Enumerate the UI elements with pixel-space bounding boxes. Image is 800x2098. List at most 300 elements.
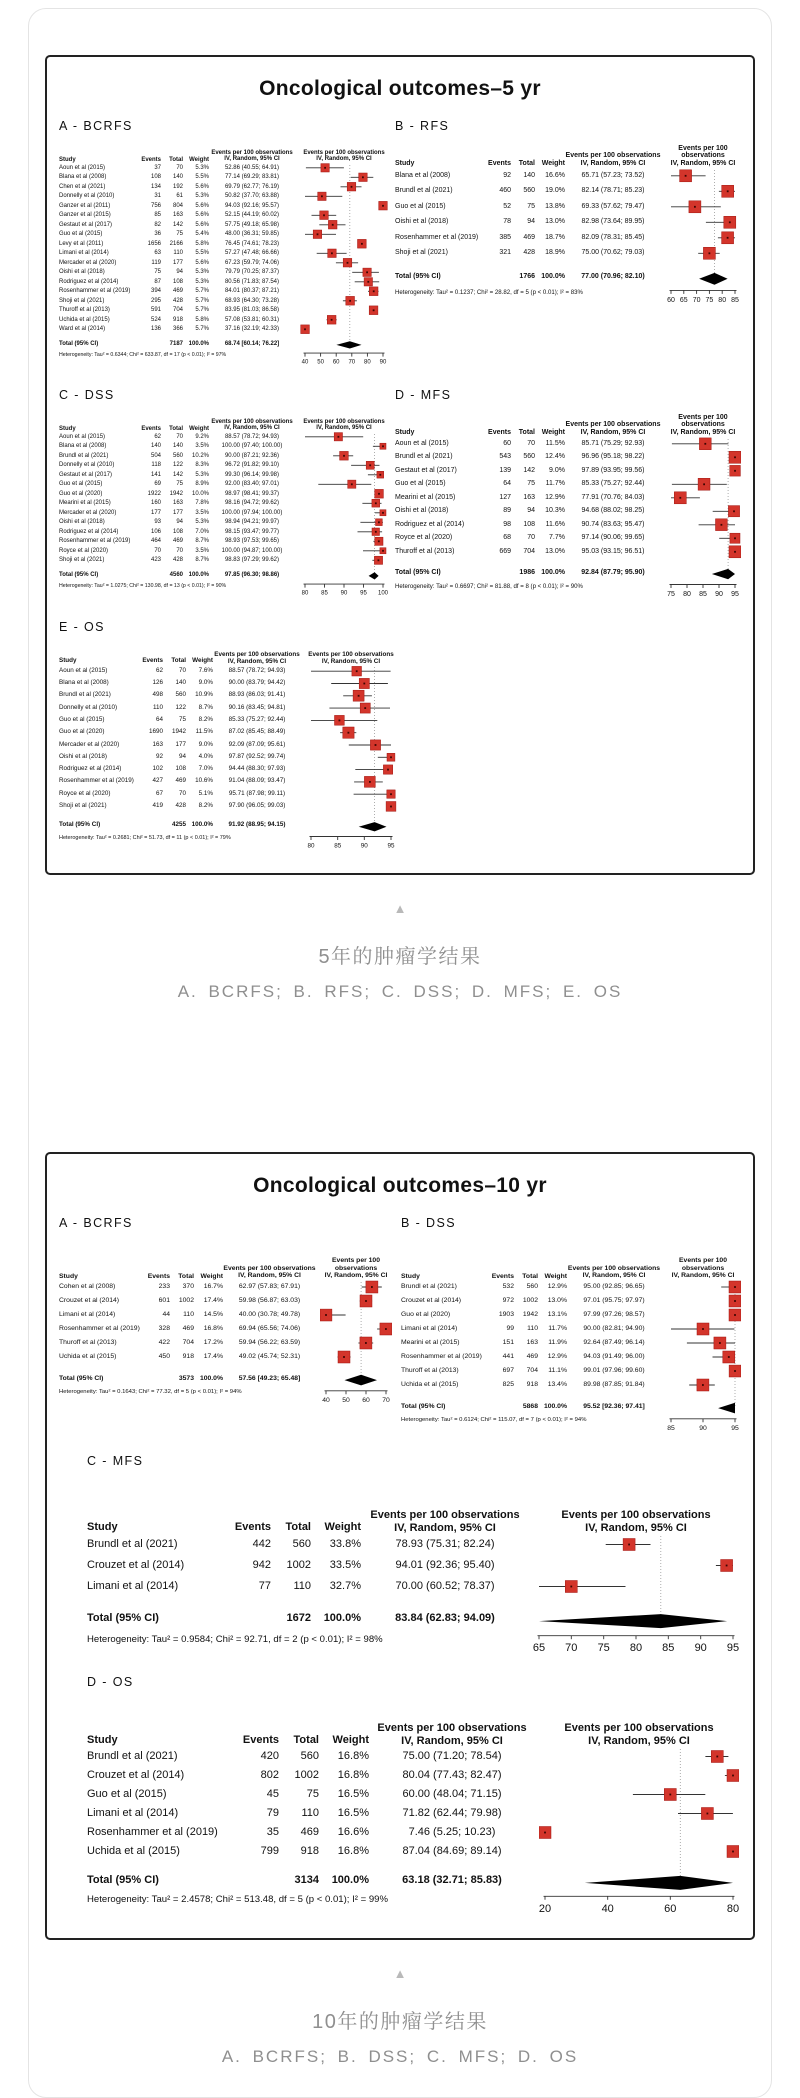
table-row: [395, 478, 661, 492]
cell-ci: 68.93 (64.30; 73.28): [224, 297, 280, 304]
point-estimate-dot: [704, 443, 706, 445]
table-row: [59, 1308, 316, 1322]
study-table: [395, 414, 661, 590]
cell-total-weight: 100.0%: [188, 571, 209, 578]
table-row: [59, 499, 295, 509]
cell-ci: 94.03 (92.16; 95.57): [224, 202, 280, 209]
cell-ci: 57.08 (53.81; 60.31): [224, 316, 280, 323]
cell-ci: 62.97 (57.83; 67.91): [238, 1283, 301, 1291]
col-header-ci: Events per 100 observations IV, Random, 95% CI: [211, 418, 293, 432]
heterogeneity-note: Heterogeneity: Tau² = 0.9584; Chi² = 92.71, df = 2 (p < 0.01); I² = 98%: [87, 1633, 383, 1645]
table-row: [395, 184, 661, 200]
col-header-events: Events: [488, 429, 511, 437]
cell-weight: 5.8%: [195, 240, 209, 247]
table-row: [59, 518, 295, 528]
cell-weight: 9.0%: [549, 466, 565, 474]
cell-study: Limani et al (2014): [87, 1806, 179, 1819]
cell-events: 321: [499, 249, 511, 257]
cell-ci: 80.04 (77.43; 82.47): [402, 1768, 502, 1781]
axis-tick-label: 40: [301, 359, 309, 366]
cell-study: Blana et al (2008): [59, 443, 107, 450]
cell-events: 108: [150, 174, 161, 181]
cell-study: Guo et al (2015): [59, 231, 103, 238]
cell-total-n: 3134: [294, 1874, 319, 1886]
point-estimate-dot: [729, 221, 731, 223]
cell-study: Shoji et al (2021): [59, 297, 105, 304]
point-estimate-dot: [716, 1756, 718, 1758]
point-estimate-dot: [367, 281, 369, 283]
cell-ci: 91.04 (88.09; 93.47): [228, 777, 286, 785]
table-row: [59, 763, 301, 775]
cell-study: Thuroff et al (2013): [59, 307, 110, 314]
caption-subtitle-10yr: A. BCRFS; B. DSS; C. MFS; D. OS: [221, 2047, 579, 2066]
cell-total: 560: [526, 1283, 538, 1291]
col-header-weight: Weight: [541, 429, 565, 437]
cell-total-n: 4255: [171, 821, 186, 829]
cell-weight: 13.1%: [547, 1311, 567, 1319]
figure-10yr-panels: [47, 1212, 753, 1922]
cell-study: Ward et al (2014): [59, 326, 106, 333]
table-row: [395, 246, 661, 262]
cell-events: 89: [503, 507, 511, 515]
col-header-events: Events: [141, 156, 161, 163]
axis-tick-label: 75: [705, 296, 714, 304]
cell-total: 560: [523, 187, 535, 195]
table-row: [401, 1322, 661, 1336]
cell-study: Uchida et al (2015): [401, 1381, 459, 1389]
table-row: [59, 230, 295, 240]
cell-events: 75: [154, 269, 161, 276]
cell-study: Thuroff et al (2013): [401, 1367, 459, 1375]
total-row: [59, 338, 295, 349]
cell-weight: 10.2%: [191, 452, 209, 459]
point-estimate-dot: [347, 262, 349, 264]
col-header-ci: Events per 100 observations IV, Random, 95% CI: [565, 152, 661, 168]
cell-study: Shoji et al (2021): [395, 249, 448, 257]
cell-events: 79: [266, 1806, 279, 1819]
cell-study: Guo et al (2015): [395, 202, 446, 210]
cell-events: 60: [503, 439, 511, 447]
cell-total: 469: [300, 1825, 319, 1838]
table-row: [59, 277, 295, 287]
point-estimate-dot: [734, 1286, 736, 1288]
cell-ci: 96.72 (91.82; 99.10): [224, 462, 280, 469]
cell-total: 192: [172, 183, 183, 190]
point-estimate-dot: [727, 190, 729, 192]
point-estimate-dot: [378, 559, 380, 561]
cell-events: 464: [150, 538, 161, 545]
table-row: [395, 505, 661, 519]
cell-ci: 40.00 (30.78; 49.78): [238, 1311, 301, 1319]
cell-total: 140: [175, 679, 186, 687]
cell-study: Rosenhammer et al (2019): [87, 1825, 218, 1838]
cell-study: Guo et al (2020): [401, 1311, 451, 1319]
cell-weight: 32.7%: [329, 1579, 361, 1592]
col-header-weight: Weight: [541, 160, 565, 168]
cell-study: Thuroff et al (2013): [59, 1339, 117, 1347]
point-estimate-dot: [734, 551, 736, 553]
point-estimate-dot: [378, 540, 380, 542]
table-row: [59, 1322, 316, 1336]
forest-plot-svg: [533, 1534, 739, 1655]
cell-total: 366: [172, 326, 183, 333]
cell-weight: 8.2%: [198, 715, 213, 723]
cell-weight: 8.3%: [195, 462, 209, 469]
forest-plot-svg: [320, 1280, 392, 1406]
cell-total: 142: [523, 466, 535, 474]
figure-title-5yr: Oncological outcomes–5 yr: [259, 77, 541, 100]
cell-total: 469: [172, 538, 183, 545]
cell-ci: 90.00 (82.81; 94.90): [583, 1325, 645, 1333]
cell-events: 37: [154, 164, 161, 171]
cell-weight: 18.9%: [545, 249, 565, 257]
cell-ci: 95.03 (93.15; 96.51): [581, 547, 645, 555]
cell-study: Uchida et al (2015): [59, 316, 110, 323]
point-estimate-dot: [366, 271, 368, 273]
cell-study: Rodriguez et al (2014): [59, 765, 122, 773]
cell-study: Rosenhammer et al (2019): [59, 1325, 140, 1333]
study-table: [87, 1502, 529, 1645]
point-estimate-dot: [375, 502, 377, 504]
summary-diamond: [359, 822, 387, 831]
cell-ci: 85.33 (75.27; 92.44): [228, 715, 286, 723]
point-estimate-dot: [369, 781, 371, 783]
cell-ci: 78.93 (75.31; 82.24): [395, 1537, 495, 1550]
cell-ci: 97.14 (90.06; 99.65): [581, 534, 645, 542]
table-row: [395, 464, 661, 478]
point-estimate-dot: [734, 456, 736, 458]
cell-total: 75: [178, 715, 186, 723]
total-row: [59, 1370, 316, 1387]
cell-events: 420: [260, 1749, 279, 1762]
cell-total: 140: [172, 443, 183, 450]
cell-study: Guo et al (2015): [395, 480, 446, 488]
col-header-total: Total: [293, 1734, 319, 1747]
axis-tick-label: 80: [629, 1642, 643, 1655]
cell-total: 110: [293, 1579, 311, 1592]
table-row: [401, 1308, 661, 1322]
cell-events: 423: [150, 557, 161, 564]
panel-label-5yr-B-RFS: B - RFS: [395, 119, 450, 133]
cell-weight: 10.6%: [195, 777, 213, 785]
col-header-weight: Weight: [200, 1272, 223, 1280]
panel-label-10yr-D-OS: D - OS: [87, 1675, 134, 1689]
panel-body-10yr-A-BCRFS: [59, 1258, 392, 1406]
cell-study: Limani et al (2014): [59, 1311, 116, 1319]
cell-total: 177: [172, 259, 183, 266]
cell-events: 87: [154, 278, 161, 285]
cell-weight: 5.7%: [195, 297, 209, 304]
cell-ci: 88.57 (78.72; 94.93): [228, 666, 286, 674]
cell-weight: 5.5%: [195, 250, 209, 257]
cell-weight: 17.2%: [203, 1339, 223, 1347]
table-row: [59, 287, 295, 297]
point-estimate-dot: [365, 1342, 367, 1344]
forest-panel-5yr-D-MFS: [395, 388, 741, 600]
point-estimate-dot: [732, 1851, 734, 1853]
cell-ci: 80.56 (71.83; 87.54): [224, 278, 280, 285]
cell-total-label: Total (95% CI): [59, 340, 99, 347]
plot-header: Events per 100 observations IV, Random, 95% CI: [670, 144, 736, 168]
point-estimate-dot: [703, 483, 705, 485]
cell-ci: 59.94 (56.22; 63.59): [238, 1339, 301, 1347]
cell-weight: 13.0%: [547, 1297, 567, 1305]
cell-ci: 79.79 (70.25; 87.37): [224, 269, 280, 276]
axis-tick-label: 60: [362, 1397, 370, 1405]
cell-events: 394: [150, 288, 161, 295]
cell-study: Aoun et al (2015): [395, 439, 449, 447]
cell-ci: 83.95 (81.03; 86.58): [224, 307, 280, 314]
cell-total: 110: [173, 250, 183, 257]
cell-study: Mearini et al (2015): [395, 493, 456, 501]
caption-subtitle-5yr: A. BCRFS; B. RFS; C. DSS; D. MFS; E. OS: [177, 982, 623, 1001]
cell-study: Brundl et al (2021): [87, 1749, 178, 1762]
cell-total: 70: [176, 433, 183, 440]
cell-study: Crouzet et al (2014): [401, 1297, 462, 1305]
cell-events: 591: [150, 307, 161, 314]
point-estimate-dot: [382, 445, 384, 447]
axis-tick-label: 70: [692, 296, 701, 304]
study-table: [59, 143, 295, 358]
cell-ci: 94.03 (91.49; 96.00): [583, 1353, 645, 1361]
table-row: [59, 192, 295, 202]
figure-caption-5yr: [29, 901, 771, 1002]
cell-ci: 92.64 (87.49; 96.14): [583, 1339, 645, 1347]
point-estimate-dot: [343, 1356, 345, 1358]
cell-total: 469: [523, 233, 535, 241]
study-table: [395, 145, 661, 296]
point-estimate-dot: [348, 732, 350, 734]
cell-weight: 10.0%: [191, 490, 209, 497]
point-estimate-dot: [363, 683, 365, 685]
cell-events: 31: [154, 193, 161, 200]
cell-events: 802: [260, 1768, 279, 1781]
cell-study: Rodriguez et al (2014): [59, 278, 119, 285]
cell-study: Thuroff et al (2013): [395, 547, 455, 555]
axis-tick-label: 20: [539, 1902, 552, 1915]
cell-ci: 65.71 (57.23; 73.52): [581, 171, 645, 179]
cell-weight: 8.7%: [195, 557, 209, 564]
total-row: [59, 569, 295, 580]
cell-study: Ganzer et al (2011): [59, 202, 111, 209]
cell-ci: 75.00 (71.20; 78.54): [402, 1749, 502, 1762]
forest-panel-5yr-E-OS: [59, 620, 397, 851]
cell-total-label: Total (95% CI): [59, 1375, 104, 1383]
cell-study: Limani et al (2014): [59, 250, 109, 257]
cell-total-ci: 68.74 [60.14; 76.22]: [224, 340, 280, 347]
heterogeneity-note: Heterogeneity: Tau² = 0.1237; Chi² = 28.82, df = 5 (p < 0.01); I² = 83%: [395, 288, 583, 296]
cell-study: Gestaut et al (2017): [59, 471, 113, 478]
cell-total: 94: [178, 752, 186, 760]
table-row: [395, 491, 661, 505]
cell-ci: 94.01 (92.36; 95.40): [395, 1558, 495, 1571]
forest-plot-svg: [665, 168, 741, 306]
study-table: [87, 1715, 535, 1905]
cell-weight: 16.5%: [337, 1806, 369, 1819]
cell-study: Limani et al (2014): [87, 1579, 179, 1592]
cell-events: 422: [158, 1339, 170, 1347]
cell-total-label: Total (95% CI): [395, 568, 441, 576]
table-row: [59, 1294, 316, 1308]
cell-weight: 3.5%: [195, 443, 209, 450]
point-estimate-dot: [362, 176, 364, 178]
cell-total: 70: [178, 789, 186, 797]
cell-weight: 7.6%: [198, 666, 213, 674]
point-estimate-dot: [382, 205, 384, 207]
cell-events: 442: [252, 1537, 271, 1550]
panel-body-10yr-C-MFS: [87, 1502, 739, 1655]
cell-study: Rosenhammer et al (2019): [401, 1353, 482, 1361]
cell-total: 560: [300, 1749, 319, 1762]
col-header-study: Study: [87, 1521, 118, 1534]
cell-events: 460: [499, 187, 511, 195]
cell-weight: 5.6%: [195, 202, 209, 209]
cell-study: Rosenhammer et al (2019): [59, 288, 131, 295]
cell-total: 70: [527, 534, 535, 542]
table-row: [87, 1576, 529, 1597]
table-row: [59, 665, 301, 677]
cell-events: 1656: [147, 240, 161, 247]
heterogeneity-note: Heterogeneity: Tau² = 1.0275; Chi² = 130.98, df = 13 (p < 0.01); I² = 90%: [59, 582, 227, 589]
cell-events: 126: [152, 679, 163, 687]
cell-ci: 57.27 (47.48; 66.66): [224, 250, 280, 257]
cell-weight: 16.6%: [545, 171, 565, 179]
point-estimate-dot: [378, 521, 380, 523]
cell-total: 142: [172, 221, 183, 228]
cell-total: 428: [523, 249, 535, 257]
table-row: [59, 677, 301, 689]
cell-total: 94: [527, 218, 535, 226]
point-estimate-dot: [669, 1794, 671, 1796]
col-header-ci: Events per 100 observations IV, Random, 95% CI: [223, 1264, 316, 1280]
cell-total: 75: [527, 202, 535, 210]
cell-weight: 5.7%: [195, 288, 209, 295]
point-estimate-dot: [378, 493, 380, 495]
cell-study: Mearini et al (2015): [401, 1339, 460, 1347]
point-estimate-dot: [707, 1813, 709, 1815]
cell-total-ci: 57.56 [49.23; 65.48]: [238, 1375, 301, 1383]
axis-tick-label: 85: [667, 1425, 675, 1433]
point-estimate-dot: [365, 1300, 367, 1302]
cell-total: 94: [176, 269, 183, 276]
cell-events: 524: [150, 316, 161, 323]
cell-ci: 50.82 (37.70; 63.88): [224, 193, 280, 200]
table-row: [87, 1785, 535, 1804]
cell-study: Crouzet et al (2014): [87, 1558, 185, 1571]
axis-tick-label: 85: [699, 591, 707, 598]
cell-weight: 5.6%: [195, 221, 209, 228]
summary-diamond: [369, 572, 379, 579]
col-header-events: Events: [242, 1734, 279, 1747]
table-row: [59, 249, 295, 259]
cell-total: 469: [526, 1353, 538, 1361]
cell-events: 68: [503, 534, 511, 542]
cell-events: 697: [502, 1367, 514, 1375]
cell-study: Oishi et al (2018): [59, 269, 105, 276]
cell-ci: 82.98 (73.64; 89.95): [581, 218, 645, 226]
collapse-triangle-icon[interactable]: ▲: [393, 1966, 407, 1981]
cell-events: 92: [503, 171, 511, 179]
table-row: [87, 1804, 535, 1823]
cell-weight: 10.3%: [545, 507, 565, 515]
cell-weight: 16.8%: [337, 1768, 369, 1781]
table-row: [395, 518, 661, 532]
cell-total: 70: [176, 164, 183, 171]
cell-events: 799: [260, 1844, 279, 1857]
figure-10yr: [45, 1152, 755, 1940]
cell-ci: 89.98 (87.85; 91.84): [583, 1381, 645, 1389]
cell-study: Levy et al (2011): [59, 240, 104, 247]
table-row: [401, 1280, 661, 1294]
table-row: [59, 201, 295, 211]
cell-ci: 96.96 (95.18; 98.22): [581, 453, 645, 461]
collapse-triangle-icon[interactable]: ▲: [393, 901, 407, 916]
cell-study: Rosenhammer et al (2019): [59, 777, 134, 785]
cell-weight: 16.5%: [337, 1787, 369, 1800]
cell-total: 94: [176, 519, 183, 526]
col-header-events: Events: [488, 160, 511, 168]
axis-tick-label: 75: [597, 1642, 610, 1655]
cell-study: Blana et al (2008): [395, 171, 451, 179]
col-header-total: Total: [518, 160, 535, 168]
cell-ci: 88.57 (78.72; 94.93): [224, 433, 280, 440]
cell-ci: 7.46 (5.25; 10.23): [408, 1825, 496, 1838]
cell-ci: 60.00 (48.04; 71.15): [402, 1787, 502, 1800]
cell-total-ci: 63.18 (32.71; 85.83): [402, 1874, 502, 1886]
cell-weight: 7.0%: [195, 528, 209, 535]
table-row: [87, 1555, 529, 1576]
col-header-events: Events: [491, 1272, 514, 1280]
col-header-study: Study: [59, 657, 77, 665]
point-estimate-dot: [339, 720, 341, 722]
cell-total: 75: [176, 481, 183, 488]
cell-total-ci: 83.84 (62.83; 94.09): [395, 1612, 495, 1625]
cell-events: 295: [150, 297, 161, 304]
cell-events: 756: [150, 202, 161, 209]
cell-total: 110: [301, 1806, 319, 1819]
point-estimate-dot: [375, 744, 377, 746]
cell-study: Ganzer et al (2015): [59, 212, 111, 219]
table-row: [59, 258, 295, 268]
figure-caption-10yr: [29, 1966, 771, 2067]
cell-ci: 99.30 (96.14; 99.98): [224, 471, 280, 478]
cell-weight: 7.7%: [549, 534, 565, 542]
forest-panel-10yr-B-DSS: [401, 1216, 741, 1434]
summary-diamond: [585, 1876, 733, 1890]
point-estimate-dot: [702, 1384, 704, 1386]
table-row: [59, 480, 295, 490]
point-estimate-dot: [375, 531, 377, 533]
figure-title-10yr: Oncological outcomes–10 yr: [253, 1174, 547, 1197]
cell-total: 428: [172, 297, 183, 304]
panel-body-10yr-B-DSS: [401, 1258, 741, 1434]
cell-ci: 97.01 (95.75; 97.97): [583, 1297, 645, 1305]
caption-title-5yr: 5年的肿瘤学结果: [318, 946, 482, 968]
cell-total: 70: [176, 547, 183, 554]
table-row: [59, 508, 295, 518]
cell-study: Guo et al (2015): [59, 715, 105, 723]
table-row: [59, 442, 295, 452]
forest-plot-column: [299, 412, 389, 599]
point-estimate-dot: [382, 550, 384, 552]
cell-events: 36: [154, 231, 161, 238]
point-estimate-dot: [324, 167, 326, 169]
axis-tick-label: 90: [699, 1425, 707, 1433]
cell-events: 543: [499, 453, 511, 461]
table-row: [395, 545, 661, 559]
total-row: [87, 1870, 535, 1893]
table-row: [59, 306, 295, 316]
